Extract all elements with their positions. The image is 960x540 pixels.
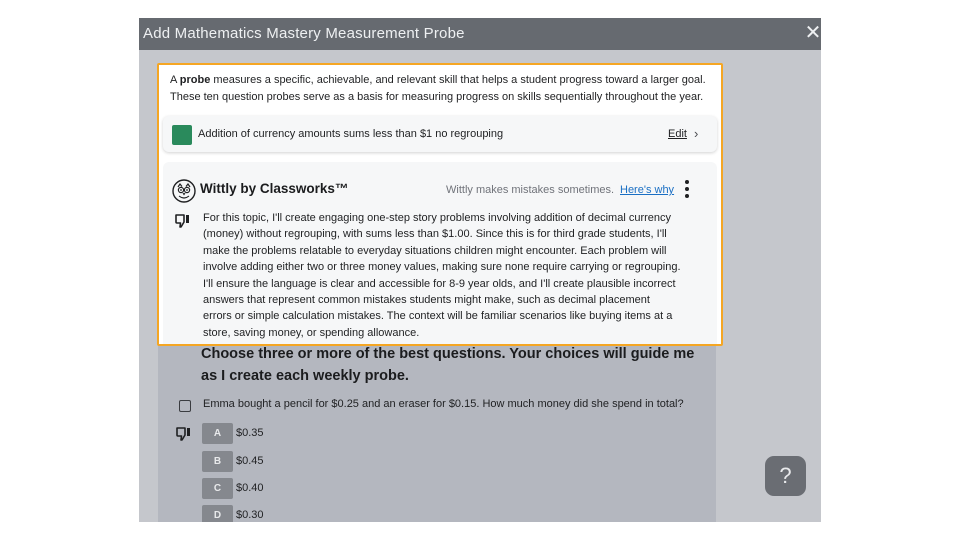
probe-intro-text xyxy=(170,72,715,106)
wittly-disclaimer: Wittly makes mistakes sometimes. xyxy=(446,184,615,196)
skill-color-swatch xyxy=(172,125,192,145)
wittly-message: For this topic, I'll create engaging one-step story problems involving addition of decimal currency (money) without regrouping, with sums less than $1.00. Since this is for third grade students, I'll make the problems relatable to everyday situations children might encounter. Each problem will involve adding either two or three money values, making sure none require carrying or regrouping. I'll ensure the language is clear and accessible for 8-9 year olds, and I'll create plausible incorrect answers that represent common mistakes students might make, such as decimal placement errors or simple calculation mistakes. The context will be familiar scenarios like buying items at a store, saving money, or spending allowance. xyxy=(203,212,681,339)
intro-prefix: A xyxy=(170,74,180,86)
wittly-name: Wittly by Classworks™ xyxy=(200,181,349,196)
thumbs-down-icon[interactable] xyxy=(176,427,192,441)
option-value: $0.40 xyxy=(236,482,264,494)
skill-card xyxy=(163,116,717,152)
question-checkbox[interactable] xyxy=(179,400,191,412)
thumbs-down-icon[interactable] xyxy=(175,214,191,228)
close-icon[interactable]: ✕ xyxy=(804,22,821,44)
more-options-icon[interactable] xyxy=(680,179,694,199)
option-value: $0.30 xyxy=(236,509,264,521)
edit-skill-link[interactable]: Edit xyxy=(668,128,687,140)
option-letter-badge[interactable]: A xyxy=(202,423,233,444)
intro-bold-word: probe xyxy=(179,74,211,86)
option-value: $0.45 xyxy=(236,455,264,467)
wittly-card xyxy=(163,162,717,346)
modal-title: Add Mathematics Mastery Measurement Probe xyxy=(143,25,465,42)
option-letter-badge[interactable]: B xyxy=(202,451,233,472)
questions-heading: Choose three or more of the best questions. Your choices will guide me as I create each weekly probe. xyxy=(201,346,695,384)
chevron-right-icon[interactable]: › xyxy=(694,126,699,141)
option-value: $0.35 xyxy=(236,427,264,439)
intro-suffix: measures a specific, achievable, and relevant skill that helps a student progress toward a larger goal. These ten question probes serve as a basis for measuring progress on skills sequentially throughout the year. xyxy=(170,74,706,103)
heres-why-link[interactable]: Here's why xyxy=(620,184,675,196)
option-letter-badge[interactable]: D xyxy=(202,505,233,522)
owl-logo-icon xyxy=(172,179,196,203)
highlighted-info-section xyxy=(157,63,723,346)
skill-label: Addition of currency amounts sums less than $1 no regrouping xyxy=(198,128,504,140)
help-button[interactable]: ? xyxy=(765,456,806,496)
option-letter-badge[interactable]: C xyxy=(202,478,233,499)
question-text: Emma bought a pencil for $0.25 and an eraser for $0.15. How much money did she spend in total? xyxy=(203,398,684,410)
modal-titlebar xyxy=(139,18,821,50)
